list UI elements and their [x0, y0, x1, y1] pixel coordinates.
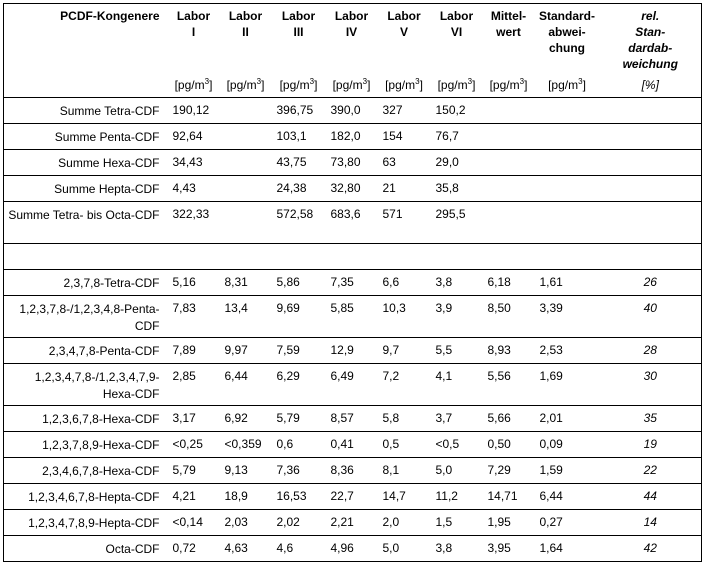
- lab-value-cell: 73,80: [326, 150, 378, 176]
- lab-value-cell: 8,36: [326, 458, 378, 484]
- lab-value-cell: 3,9: [431, 296, 483, 338]
- header-lab-1: Labor I: [176, 9, 211, 39]
- congener-label: 1,2,3,4,7,8-/1,2,3,4,7,9-Hexa-CDF: [4, 364, 168, 406]
- lab-value-cell: 21: [378, 176, 431, 202]
- congener-label: 1,2,3,4,6,7,8-Hepta-CDF: [4, 484, 168, 510]
- unit-lab-1: $[pg/m^3]$: [174, 76, 213, 92]
- lab-value-cell: 8,1: [378, 458, 431, 484]
- rel-std-dev-cell: 22: [600, 458, 702, 484]
- congener-label: 1,2,3,7,8-/1,2,3,4,8-Penta-CDF: [4, 296, 168, 338]
- rel-std-dev-cell: [600, 202, 702, 244]
- table-row: [4, 484, 702, 510]
- std-dev-cell: [535, 150, 600, 176]
- lab-value-cell: 2,21: [326, 510, 378, 536]
- std-dev-cell: [535, 202, 600, 244]
- mean-cell: [483, 98, 535, 124]
- lab-value-cell: 7,59: [272, 338, 326, 364]
- lab-value-cell: 92,64: [168, 124, 220, 150]
- congener-label: 2,3,4,7,8-Penta-CDF: [4, 338, 168, 364]
- rel-std-dev-cell: [600, 244, 702, 270]
- lab-value-cell: 29,0: [431, 150, 483, 176]
- std-dev-cell: 1,69: [535, 364, 600, 406]
- lab-value-cell: [220, 150, 272, 176]
- table-row: [4, 510, 702, 536]
- lab-value-cell: 9,7: [378, 338, 431, 364]
- table-row: [4, 124, 702, 150]
- lab-value-cell: 4,1: [431, 364, 483, 406]
- unit-lab-4: $[pg/m^3]$: [332, 76, 371, 92]
- std-dev-cell: 1,61: [535, 270, 600, 296]
- table-row: [4, 244, 702, 270]
- mean-cell: 3,95: [483, 536, 535, 562]
- lab-value-cell: 103,1: [272, 124, 326, 150]
- mean-cell: [483, 202, 535, 244]
- lab-value-cell: 5,5: [431, 338, 483, 364]
- lab-value-cell: <0,14: [168, 510, 220, 536]
- lab-value-cell: [220, 124, 272, 150]
- lab-value-cell: 5,85: [326, 296, 378, 338]
- lab-value-cell: 7,89: [168, 338, 220, 364]
- lab-value-cell: 5,0: [378, 536, 431, 562]
- lab-value-cell: [220, 202, 272, 244]
- header-rel-std-dev: rel. Stan- dardab- weichung: [622, 9, 678, 71]
- rel-std-dev-cell: 19: [600, 432, 702, 458]
- rel-std-dev-cell: 44: [600, 484, 702, 510]
- units-row: [4, 72, 702, 98]
- congener-label: Summe Hepta-CDF: [4, 176, 168, 202]
- lab-value-cell: 154: [378, 124, 431, 150]
- lab-value-cell: 11,2: [431, 484, 483, 510]
- lab-value-cell: 327: [378, 98, 431, 124]
- header-lab-6: Labor VI: [439, 9, 474, 39]
- lab-value-cell: 5,79: [168, 458, 220, 484]
- unit-empty: [4, 72, 168, 98]
- lab-value-cell: [168, 244, 220, 270]
- table-row: [4, 338, 702, 364]
- rel-std-dev-cell: 14: [600, 510, 702, 536]
- lab-value-cell: 295,5: [431, 202, 483, 244]
- lab-value-cell: 5,8: [378, 406, 431, 432]
- congener-label: 2,3,4,6,7,8-Hexa-CDF: [4, 458, 168, 484]
- std-dev-cell: [535, 244, 600, 270]
- lab-value-cell: 6,92: [220, 406, 272, 432]
- table-row: [4, 202, 702, 244]
- lab-value-cell: 5,16: [168, 270, 220, 296]
- lab-value-cell: 390,0: [326, 98, 378, 124]
- mean-cell: 6,18: [483, 270, 535, 296]
- table-row: [4, 364, 702, 406]
- lab-value-cell: 0,6: [272, 432, 326, 458]
- header-row: [4, 4, 702, 73]
- lab-value-cell: 2,85: [168, 364, 220, 406]
- lab-value-cell: 18,9: [220, 484, 272, 510]
- lab-value-cell: 43,75: [272, 150, 326, 176]
- congener-label: Summe Penta-CDF: [4, 124, 168, 150]
- lab-value-cell: 13,4: [220, 296, 272, 338]
- header-std-dev: Standard- abwei- chung: [538, 9, 595, 55]
- std-dev-cell: 6,44: [535, 484, 600, 510]
- unit-mean: $[pg/m^3]$: [489, 76, 528, 92]
- table-row: [4, 536, 702, 562]
- mean-cell: [483, 150, 535, 176]
- lab-value-cell: 7,36: [272, 458, 326, 484]
- lab-value-cell: 6,6: [378, 270, 431, 296]
- congener-label: 1,2,3,7,8,9-Hexa-CDF: [4, 432, 168, 458]
- header-lab-2: Labor II: [228, 9, 263, 39]
- lab-value-cell: [431, 244, 483, 270]
- lab-value-cell: 22,7: [326, 484, 378, 510]
- lab-value-cell: 6,29: [272, 364, 326, 406]
- lab-value-cell: <0,5: [431, 432, 483, 458]
- lab-value-cell: 7,2: [378, 364, 431, 406]
- lab-value-cell: [220, 176, 272, 202]
- lab-value-cell: [220, 244, 272, 270]
- std-dev-cell: [535, 98, 600, 124]
- rel-std-dev-cell: 35: [600, 406, 702, 432]
- lab-value-cell: 2,03: [220, 510, 272, 536]
- lab-value-cell: 5,79: [272, 406, 326, 432]
- std-dev-cell: [535, 176, 600, 202]
- lab-value-cell: 16,53: [272, 484, 326, 510]
- lab-value-cell: 182,0: [326, 124, 378, 150]
- lab-value-cell: 5,86: [272, 270, 326, 296]
- lab-value-cell: [220, 98, 272, 124]
- lab-value-cell: 7,35: [326, 270, 378, 296]
- lab-value-cell: 0,5: [378, 432, 431, 458]
- lab-value-cell: 34,43: [168, 150, 220, 176]
- mean-cell: [483, 176, 535, 202]
- mean-cell: 5,56: [483, 364, 535, 406]
- header-lab-5: Labor V: [387, 9, 421, 39]
- lab-value-cell: 2,0: [378, 510, 431, 536]
- mean-cell: 5,66: [483, 406, 535, 432]
- lab-value-cell: 3,8: [431, 270, 483, 296]
- rel-std-dev-cell: [600, 98, 702, 124]
- lab-value-cell: 10,3: [378, 296, 431, 338]
- mean-cell: 8,93: [483, 338, 535, 364]
- std-dev-cell: 2,01: [535, 406, 600, 432]
- congener-label: Summe Tetra- bis Octa-CDF: [4, 202, 168, 244]
- lab-value-cell: [326, 244, 378, 270]
- std-dev-cell: 0,27: [535, 510, 600, 536]
- lab-value-cell: 5,0: [431, 458, 483, 484]
- header-lab-4: Labor IV: [334, 9, 369, 39]
- congener-label: [4, 244, 168, 270]
- lab-value-cell: <0,25: [168, 432, 220, 458]
- lab-value-cell: 1,5: [431, 510, 483, 536]
- mean-cell: 14,71: [483, 484, 535, 510]
- lab-value-cell: 7,83: [168, 296, 220, 338]
- congener-label: 2,3,7,8-Tetra-CDF: [4, 270, 168, 296]
- unit-rel-std-dev: [%]: [641, 77, 659, 92]
- mean-cell: 1,95: [483, 510, 535, 536]
- lab-value-cell: 571: [378, 202, 431, 244]
- lab-value-cell: 3,17: [168, 406, 220, 432]
- std-dev-cell: 2,53: [535, 338, 600, 364]
- rel-std-dev-cell: [600, 124, 702, 150]
- lab-value-cell: 4,43: [168, 176, 220, 202]
- lab-value-cell: 4,63: [220, 536, 272, 562]
- lab-value-cell: 4,6: [272, 536, 326, 562]
- std-dev-cell: [535, 124, 600, 150]
- unit-lab-2: $[pg/m^3]$: [226, 76, 265, 92]
- congener-label: Octa-CDF: [4, 536, 168, 562]
- lab-value-cell: <0,359: [220, 432, 272, 458]
- lab-value-cell: 683,6: [326, 202, 378, 244]
- lab-value-cell: 3,8: [431, 536, 483, 562]
- header-mean: Mittel- wert: [490, 9, 527, 39]
- table-row: [4, 406, 702, 432]
- lab-value-cell: 2,02: [272, 510, 326, 536]
- lab-value-cell: 8,57: [326, 406, 378, 432]
- congener-label: Summe Hexa-CDF: [4, 150, 168, 176]
- lab-value-cell: 14,7: [378, 484, 431, 510]
- lab-value-cell: 322,33: [168, 202, 220, 244]
- lab-value-cell: 9,13: [220, 458, 272, 484]
- pcdf-results-table: [3, 3, 702, 562]
- table-row: [4, 98, 702, 124]
- lab-value-cell: 12,9: [326, 338, 378, 364]
- congener-label: 1,2,3,4,7,8,9-Hepta-CDF: [4, 510, 168, 536]
- lab-value-cell: 0,41: [326, 432, 378, 458]
- table-row: [4, 176, 702, 202]
- header-congener: PCDF-Kongenere: [60, 9, 160, 23]
- table-row: [4, 270, 702, 296]
- table-row: [4, 150, 702, 176]
- unit-lab-6: $[pg/m^3]$: [437, 76, 476, 92]
- rel-std-dev-cell: 30: [600, 364, 702, 406]
- rel-std-dev-cell: 40: [600, 296, 702, 338]
- lab-value-cell: 24,38: [272, 176, 326, 202]
- lab-value-cell: 35,8: [431, 176, 483, 202]
- std-dev-cell: 1,64: [535, 536, 600, 562]
- unit-lab-3: $[pg/m^3]$: [279, 76, 318, 92]
- lab-value-cell: [378, 244, 431, 270]
- lab-value-cell: 150,2: [431, 98, 483, 124]
- table-row: [4, 296, 702, 338]
- rel-std-dev-cell: 26: [600, 270, 702, 296]
- lab-value-cell: 190,12: [168, 98, 220, 124]
- mean-cell: 0,50: [483, 432, 535, 458]
- lab-value-cell: 0,72: [168, 536, 220, 562]
- lab-value-cell: 32,80: [326, 176, 378, 202]
- lab-value-cell: 396,75: [272, 98, 326, 124]
- lab-value-cell: 572,58: [272, 202, 326, 244]
- lab-value-cell: 8,31: [220, 270, 272, 296]
- lab-value-cell: 6,44: [220, 364, 272, 406]
- lab-value-cell: 4,21: [168, 484, 220, 510]
- table-row: [4, 458, 702, 484]
- mean-cell: [483, 124, 535, 150]
- std-dev-cell: 1,59: [535, 458, 600, 484]
- rel-std-dev-cell: 42: [600, 536, 702, 562]
- header-lab-3: Labor III: [281, 9, 316, 39]
- congener-label: 1,2,3,6,7,8-Hexa-CDF: [4, 406, 168, 432]
- lab-value-cell: [272, 244, 326, 270]
- lab-value-cell: 6,49: [326, 364, 378, 406]
- unit-std-dev: $[pg/m^3]$: [548, 76, 586, 92]
- lab-value-cell: 9,97: [220, 338, 272, 364]
- rel-std-dev-cell: [600, 176, 702, 202]
- mean-cell: 8,50: [483, 296, 535, 338]
- congener-label: Summe Tetra-CDF: [4, 98, 168, 124]
- rel-std-dev-cell: [600, 150, 702, 176]
- unit-lab-5: $[pg/m^3]$: [385, 76, 423, 92]
- mean-cell: 7,29: [483, 458, 535, 484]
- lab-value-cell: 63: [378, 150, 431, 176]
- lab-value-cell: 76,7: [431, 124, 483, 150]
- rel-std-dev-cell: 28: [600, 338, 702, 364]
- mean-cell: [483, 244, 535, 270]
- std-dev-cell: 0,09: [535, 432, 600, 458]
- table-row: [4, 432, 702, 458]
- lab-value-cell: 3,7: [431, 406, 483, 432]
- lab-value-cell: 4,96: [326, 536, 378, 562]
- lab-value-cell: 9,69: [272, 296, 326, 338]
- std-dev-cell: 3,39: [535, 296, 600, 338]
